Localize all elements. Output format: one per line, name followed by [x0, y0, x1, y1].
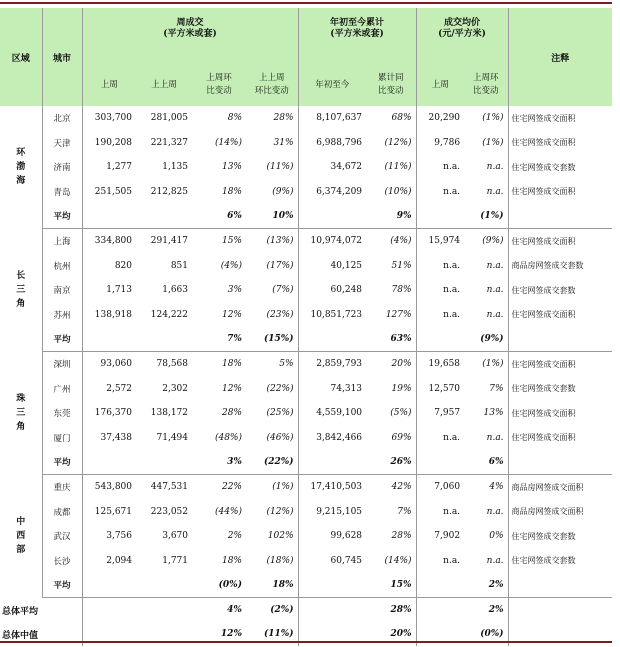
avg-ytd-change-cell: 63%: [366, 327, 416, 352]
avg-price-cell: 20,290: [428, 113, 461, 124]
ytdchg-line2: 比变动: [378, 86, 404, 96]
wow-line2: 比变动: [206, 86, 232, 96]
ytd-total-cell: 60,248: [330, 285, 363, 296]
price-change-cell: 0%: [464, 524, 508, 549]
weekly-group-unit: (平方米或套): [163, 29, 217, 39]
wow-change-cell: 12%: [221, 383, 242, 394]
prev-wow-change-cell: (25%): [246, 401, 298, 426]
prev-week-cell: 223,052: [150, 506, 188, 517]
ytd-total-cell: 6,988,796: [316, 137, 363, 148]
table-row: [0, 303, 612, 328]
ytd-change-cell: 7%: [366, 500, 416, 525]
note-cell: 住宅网签成交面积: [511, 138, 576, 148]
ytd-change-cell: 42%: [366, 475, 416, 500]
prev-wow-change-cell: 31%: [246, 131, 298, 156]
avg-price-cell: 7,957: [434, 408, 461, 419]
avg-price-cell: 12,570: [428, 383, 461, 394]
last-week-cell: 93,060: [100, 359, 132, 370]
blank-cell: [298, 327, 366, 352]
city-cell: 广州: [42, 377, 82, 402]
city-cell: 武汉: [42, 524, 82, 549]
ytd-change-cell: 51%: [366, 254, 416, 279]
avg-wow-cell: 6%: [192, 204, 246, 229]
ytd-change-cell: (14%): [366, 549, 416, 574]
avg-price-cell: 15,974: [428, 236, 461, 247]
avg-prev-wow-cell: 10%: [246, 204, 298, 229]
last-week-cell: 2,572: [106, 383, 132, 394]
note-cell: 住宅网签成交面积: [511, 408, 576, 418]
note-cell: 住宅网签成交套数: [511, 285, 576, 295]
prev-wow-change-cell: 102%: [246, 524, 298, 549]
prev-week-cell: 447,531: [150, 482, 188, 493]
city-cell: 南京: [42, 278, 82, 303]
prev-week-cell: 71,494: [156, 432, 188, 443]
city-cell: 青岛: [42, 180, 82, 205]
wow-change-cell: 18%: [221, 555, 242, 566]
avg-price-cell: n.a.: [443, 555, 461, 566]
note-cell: 商品房网签成交面积: [511, 507, 584, 517]
blank-cell: [416, 450, 464, 475]
total-wow-cell: 12%: [220, 629, 242, 639]
header-last-week: 上周: [82, 64, 136, 106]
ytd-total-cell: 8,107,637: [316, 113, 363, 124]
note-cell: 住宅网签成交面积: [511, 310, 576, 320]
total-price-change-cell: (0%): [464, 622, 508, 646]
price-change-cell: (1%): [464, 352, 508, 377]
table-row: [0, 254, 612, 279]
ytd-change-cell: 68%: [366, 106, 416, 131]
price-change-cell: 4%: [464, 475, 508, 500]
last-week-cell: 251,505: [94, 186, 132, 197]
wow-change-cell: 28%: [221, 408, 242, 419]
average-row: [0, 327, 612, 352]
note-cell: 住宅网签成交套数: [511, 556, 576, 566]
ytd-total-cell: 99,628: [330, 531, 363, 542]
city-cell: 杭州: [42, 254, 82, 279]
blank-cell: [416, 598, 464, 623]
table-row: [0, 278, 612, 303]
ytd-total-cell: 9,215,105: [316, 506, 363, 517]
price-change-cell: n.a.: [464, 426, 508, 451]
city-cell: 长沙: [42, 549, 82, 574]
ytd-total-cell: 4,559,100: [316, 408, 363, 419]
city-cell: 厦门: [42, 426, 82, 451]
price-change-cell: (1%): [464, 106, 508, 131]
header-city: 城市: [42, 8, 82, 106]
blank-cell: [82, 327, 136, 352]
note-cell: 商品房网签成交套数: [511, 261, 584, 271]
wow-change-cell: 13%: [221, 162, 242, 173]
ytd-total-cell: 60,745: [330, 555, 363, 566]
average-label: 平均: [42, 204, 82, 229]
prev-week-cell: 221,327: [150, 137, 188, 148]
city-cell: 深圳: [42, 352, 82, 377]
avg-prev-wow-cell: 18%: [246, 573, 298, 598]
avg-price-cell: n.a.: [443, 506, 461, 517]
blank-cell: [136, 450, 192, 475]
prev-week-cell: 281,005: [150, 113, 188, 124]
bottom-rule: [0, 641, 612, 643]
price-change-cell: n.a.: [464, 549, 508, 574]
price-change-cell: 7%: [464, 377, 508, 402]
prev-week-cell: 851: [170, 260, 188, 271]
ytd-change-cell: 19%: [366, 377, 416, 402]
prev-wow-change-cell: 5%: [246, 352, 298, 377]
weekly-sales-table: [0, 8, 612, 646]
last-week-cell: 176,370: [94, 408, 132, 419]
avg-price-change-cell: (1%): [464, 204, 508, 229]
blank-cell: [508, 204, 612, 229]
prev-week-cell: 1,771: [162, 555, 188, 566]
prev-wow-change-cell: 28%: [246, 106, 298, 131]
blank-cell: [508, 573, 612, 598]
header-wow-change: [192, 64, 246, 106]
prev-wow-change-cell: (7%): [246, 278, 298, 303]
city-cell: 上海: [42, 229, 82, 254]
last-week-cell: 303,700: [94, 113, 132, 124]
blank-cell: [136, 204, 192, 229]
price-change-cell: (1%): [464, 131, 508, 156]
last-week-cell: 3,756: [106, 531, 132, 542]
price-change-cell: n.a.: [464, 278, 508, 303]
ytd-total-cell: 3,842,466: [316, 432, 363, 443]
wow-change-cell: 15%: [221, 236, 242, 247]
ytd-total-cell: 6,374,209: [316, 186, 363, 197]
header-price-wow: [464, 64, 508, 106]
wow-change-cell: 8%: [227, 113, 242, 124]
header-ytd-group: [298, 8, 416, 64]
total-label: 总体平均: [0, 598, 82, 623]
table-row: [0, 377, 612, 402]
region-label: 珠 三 角: [0, 352, 42, 475]
wow-change-cell: 18%: [221, 359, 242, 370]
avg-price-cell: n.a.: [443, 260, 461, 271]
table-row: [0, 401, 612, 426]
prev-wow-change-cell: (17%): [246, 254, 298, 279]
city-cell: 北京: [42, 106, 82, 131]
last-week-cell: 334,800: [94, 236, 132, 247]
total-ytd-change-cell: 20%: [366, 622, 416, 646]
price-group-title: 成交均价: [444, 18, 481, 28]
prev-wow-change-cell: (23%): [246, 303, 298, 328]
ytd-total-cell: 34,672: [330, 162, 363, 173]
table-body: [0, 106, 612, 646]
wow-change-cell: 18%: [221, 186, 242, 197]
total-wow-cell: 4%: [227, 605, 242, 615]
avg-price-cell: 7,902: [434, 531, 461, 542]
price-change-cell: n.a.: [464, 254, 508, 279]
prev-week-cell: 1,135: [162, 162, 188, 173]
prev-wow-change-cell: (12%): [246, 500, 298, 525]
price-change-cell: n.a.: [464, 303, 508, 328]
prev-week-cell: 124,222: [150, 309, 188, 320]
table-row: [0, 352, 612, 377]
table-row: [0, 426, 612, 451]
ytd-total-cell: 10,851,723: [310, 309, 363, 320]
price-change-cell: (9%): [464, 229, 508, 254]
wow-change-cell: (14%): [214, 137, 242, 148]
total-prev-wow-cell: (2%): [246, 598, 298, 623]
total-price-change-cell: 2%: [464, 598, 508, 623]
avg-price-cell: 7,060: [434, 482, 461, 493]
prev-wow-change-cell: (11%): [246, 155, 298, 180]
last-week-cell: 2,094: [106, 555, 132, 566]
avg-wow-cell: 3%: [192, 450, 246, 475]
blank-cell: [416, 204, 464, 229]
average-row: [0, 204, 612, 229]
table-row: [0, 155, 612, 180]
blank-cell: [508, 450, 612, 475]
last-week-cell: 1,277: [106, 162, 132, 173]
pricewow-line2: 比变动: [473, 86, 499, 96]
blank-cell: [82, 573, 136, 598]
note-cell: 住宅网签成交面积: [511, 187, 576, 197]
city-cell: 济南: [42, 155, 82, 180]
city-cell: 成都: [42, 500, 82, 525]
prev-week-cell: 3,670: [162, 531, 188, 542]
blank-cell: [298, 204, 366, 229]
note-cell: 住宅网签成交面积: [511, 433, 576, 443]
total-ytd-change-cell: 28%: [366, 598, 416, 623]
table-row: [0, 131, 612, 156]
header-price-group: [416, 8, 508, 64]
region-label: 环 渤 海: [0, 106, 42, 229]
note-cell: 住宅网签成交面积: [511, 113, 576, 123]
average-label: 平均: [42, 327, 82, 352]
ytd-change-cell: 78%: [366, 278, 416, 303]
average-row: [0, 573, 612, 598]
wow-change-cell: 12%: [221, 309, 242, 320]
ytd-change-cell: (5%): [366, 401, 416, 426]
blank-cell: [298, 573, 366, 598]
pwow-line1: 上上周: [259, 73, 285, 83]
price-change-cell: n.a.: [464, 155, 508, 180]
blank-cell: [82, 204, 136, 229]
ytd-change-cell: (4%): [366, 229, 416, 254]
avg-ytd-change-cell: 26%: [366, 450, 416, 475]
ytd-change-cell: (12%): [366, 131, 416, 156]
wow-change-cell: 3%: [227, 285, 242, 296]
avg-price-cell: n.a.: [443, 285, 461, 296]
avg-price-cell: n.a.: [443, 162, 461, 173]
table-row: [0, 549, 612, 574]
table-row: [0, 475, 612, 500]
prev-week-cell: 291,417: [150, 236, 188, 247]
total-label: 总体中值: [0, 622, 82, 646]
table-row: [0, 180, 612, 205]
header-prev-wow-change: [246, 64, 298, 106]
note-cell: 商品房网签成交面积: [511, 482, 584, 492]
avg-prev-wow-cell: (15%): [246, 327, 298, 352]
blank-cell: [298, 598, 366, 623]
city-cell: 重庆: [42, 475, 82, 500]
note-cell: 住宅网签成交面积: [511, 236, 576, 246]
avg-price-cell: 9,786: [434, 137, 461, 148]
city-cell: 苏州: [42, 303, 82, 328]
blank-cell: [82, 598, 136, 623]
header-ytd-total: 年初至今: [298, 64, 366, 106]
note-cell: 住宅网签成交套数: [511, 384, 576, 394]
last-week-cell: 190,208: [94, 137, 132, 148]
pwow-line2: 环比变动: [254, 86, 289, 96]
city-cell: 天津: [42, 131, 82, 156]
blank-cell: [298, 450, 366, 475]
avg-ytd-change-cell: 15%: [366, 573, 416, 598]
prev-week-cell: 1,663: [162, 285, 188, 296]
note-cell: 住宅网签成交面积: [511, 359, 576, 369]
avg-price-change-cell: 6%: [464, 450, 508, 475]
avg-price-cell: n.a.: [443, 309, 461, 320]
wow-change-cell: 22%: [221, 482, 242, 493]
avg-price-cell: n.a.: [443, 186, 461, 197]
ytd-change-cell: 127%: [366, 303, 416, 328]
last-week-cell: 37,438: [100, 432, 132, 443]
wow-change-cell: (48%): [214, 432, 242, 443]
ytd-total-cell: 40,125: [330, 260, 363, 271]
blank-cell: [508, 327, 612, 352]
ytdchg-line1: 累计同: [378, 73, 404, 83]
blank-cell: [508, 598, 612, 623]
prev-wow-change-cell: (46%): [246, 426, 298, 451]
prev-week-cell: 78,568: [156, 359, 188, 370]
prev-wow-change-cell: (13%): [246, 229, 298, 254]
average-label: 平均: [42, 450, 82, 475]
blank-cell: [136, 573, 192, 598]
last-week-cell: 820: [114, 260, 132, 271]
price-group-unit: (元/平方米): [438, 29, 486, 39]
average-label: 平均: [42, 573, 82, 598]
total-prev-wow-cell: (11%): [246, 622, 298, 646]
header-notes: 注释: [508, 8, 612, 106]
region-label: 中 西 部: [0, 475, 42, 598]
ytd-group-title: 年初至今累计: [330, 18, 385, 28]
header-ytd-change: [366, 64, 416, 106]
last-week-cell: 1,713: [106, 285, 132, 296]
note-cell: 住宅网签成交套数: [511, 531, 576, 541]
avg-price-cell: n.a.: [443, 432, 461, 443]
blank-cell: [416, 573, 464, 598]
ytd-total-cell: 74,313: [330, 383, 363, 394]
ytd-total-cell: 2,859,793: [316, 359, 363, 370]
avg-prev-wow-cell: (22%): [246, 450, 298, 475]
prev-week-cell: 138,172: [150, 408, 188, 419]
ytd-change-cell: 28%: [366, 524, 416, 549]
weekly-group-title: 周成交: [176, 18, 204, 28]
avg-price-cell: 19,658: [428, 359, 461, 370]
prev-week-cell: 2,302: [162, 383, 188, 394]
price-change-cell: n.a.: [464, 500, 508, 525]
avg-wow-cell: (0%): [192, 573, 246, 598]
prev-wow-change-cell: (9%): [246, 180, 298, 205]
ytd-total-cell: 10,974,072: [310, 236, 363, 247]
avg-price-change-cell: 2%: [464, 573, 508, 598]
ytd-group-unit: (平方米或套): [330, 29, 384, 39]
city-cell: 东莞: [42, 401, 82, 426]
avg-price-change-cell: (9%): [464, 327, 508, 352]
average-row: [0, 450, 612, 475]
wow-change-cell: 2%: [227, 531, 242, 542]
prev-wow-change-cell: (22%): [246, 377, 298, 402]
prev-wow-change-cell: (1%): [246, 475, 298, 500]
total-row: [0, 598, 612, 623]
ytd-change-cell: (10%): [366, 180, 416, 205]
last-week-cell: 543,800: [94, 482, 132, 493]
avg-wow-cell: 7%: [192, 327, 246, 352]
header-prev-week: 上上周: [136, 64, 192, 106]
table-row: [0, 106, 612, 131]
note-cell: 住宅网签成交套数: [511, 162, 576, 172]
last-week-cell: 138,918: [94, 309, 132, 320]
ytd-change-cell: 69%: [366, 426, 416, 451]
table-row: [0, 500, 612, 525]
region-label: 长 三 角: [0, 229, 42, 352]
table-row: [0, 229, 612, 254]
avg-ytd-change-cell: 9%: [366, 204, 416, 229]
top-rule: [0, 2, 612, 4]
header-weekly-group: [82, 8, 298, 64]
prev-wow-change-cell: (18%): [246, 549, 298, 574]
ytd-change-cell: (11%): [366, 155, 416, 180]
ytd-total-cell: 17,410,503: [310, 482, 363, 493]
prev-week-cell: 212,825: [150, 186, 188, 197]
table-row: [0, 524, 612, 549]
last-week-cell: 125,671: [94, 506, 132, 517]
price-change-cell: 13%: [464, 401, 508, 426]
blank-cell: [416, 327, 464, 352]
pricewow-line1: 上周环: [473, 73, 499, 83]
wow-line1: 上周环: [206, 73, 232, 83]
blank-cell: [82, 450, 136, 475]
ytd-change-cell: 20%: [366, 352, 416, 377]
blank-cell: [136, 327, 192, 352]
price-change-cell: n.a.: [464, 180, 508, 205]
wow-change-cell: (4%): [220, 260, 242, 271]
blank-cell: [136, 598, 192, 623]
header-region: 区域: [0, 8, 42, 106]
wow-change-cell: (44%): [214, 506, 242, 517]
header-price-last-week: 上周: [416, 64, 464, 106]
